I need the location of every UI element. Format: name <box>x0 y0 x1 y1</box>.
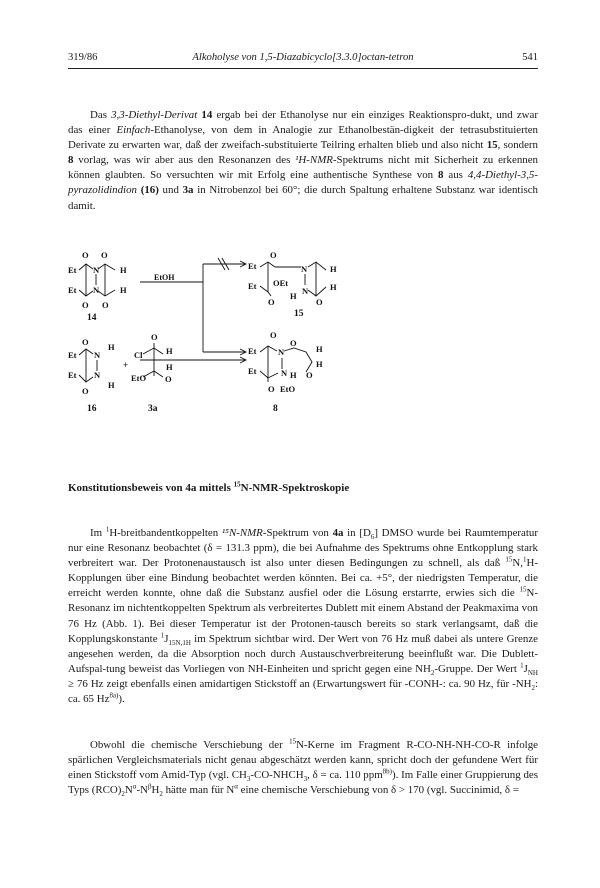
svg-text:O: O <box>82 252 89 260</box>
svg-text:O: O <box>82 300 89 310</box>
svg-text:N: N <box>93 285 100 295</box>
svg-text:O: O <box>290 338 297 348</box>
structure-8 <box>248 330 323 414</box>
svg-text:O: O <box>82 337 89 347</box>
svg-text:H: H <box>290 370 297 380</box>
svg-text:OEt: OEt <box>273 278 289 288</box>
svg-text:14: 14 <box>87 313 97 323</box>
svg-text:H: H <box>120 285 127 295</box>
svg-text:H: H <box>108 342 115 352</box>
section-heading: Konstitutionsbeweis von 4a mittels $^{15}$N-NMR-Spektroskopie <box>68 480 350 494</box>
svg-text:Et: Et <box>248 346 257 356</box>
svg-text:15: 15 <box>294 309 304 319</box>
svg-text:Cl: Cl <box>134 350 143 360</box>
svg-text:H: H <box>316 359 323 369</box>
reaction-scheme <box>68 252 368 420</box>
svg-text:EtO: EtO <box>280 384 296 394</box>
svg-text:Et: Et <box>248 366 257 376</box>
structure-16 <box>68 337 115 414</box>
paragraph-ethanolysis: Das 3,3-Diethyl-Derivat 14 ergab bei der Ethanolyse nur ein einziges Reaktionspro-dukt, und zwar das einer Einfach-Ethanolyse, von dem in Analogie zur Ethanolbestän-digkeit der tetrasubstituierten Derivate zu erwarten war, daß der zweifach-substituierte Teilring erhalten blieb und also nicht 15, sondern 8 vorlag, was wir aber aus den Resonanzen des ¹H-NMR-Spektrums nicht mit Sicherheit zu erkennen können glaubten. So versuchten wir mit Erfolg eine authentische Synthese von 8 aus 4,4-Diethyl-3,5-pyrazolidindion (16) und 3a in Nitrobenzol bei 60°; die durch Spaltung erhaltene Substanz war identisch damit. <box>68 109 538 212</box>
header-title: Alkoholyse von 1,5-Diazabicyclo[3.3.0]octan-tetron <box>192 52 414 63</box>
svg-text:Et: Et <box>68 285 77 295</box>
svg-text:O: O <box>316 297 323 307</box>
svg-text:H: H <box>166 362 173 372</box>
svg-text:O: O <box>270 330 277 340</box>
svg-text:H: H <box>316 344 323 354</box>
reagent-etoh: EtOH <box>154 273 175 282</box>
svg-text:N: N <box>281 368 288 378</box>
structure-15 <box>248 252 337 319</box>
svg-text:H: H <box>330 282 337 292</box>
svg-text:H: H <box>290 291 297 301</box>
svg-text:N: N <box>302 286 309 296</box>
svg-text:O: O <box>101 252 108 260</box>
svg-text:N: N <box>301 264 308 274</box>
page-number: 541 <box>522 52 538 63</box>
svg-text:H: H <box>108 380 115 390</box>
svg-text:EtO: EtO <box>131 373 147 383</box>
plus-sign: + <box>123 360 129 370</box>
structure-3a <box>131 332 173 414</box>
svg-text:O: O <box>165 374 172 384</box>
svg-text:Et: Et <box>248 281 257 291</box>
running-header <box>68 48 538 69</box>
svg-text:Et: Et <box>68 370 77 380</box>
svg-text:H: H <box>166 346 173 356</box>
svg-text:H: H <box>330 264 337 274</box>
svg-text:O: O <box>268 384 275 394</box>
svg-text:8: 8 <box>273 404 278 414</box>
svg-text:O: O <box>82 386 89 396</box>
svg-text:Et: Et <box>68 350 77 360</box>
svg-text:N: N <box>94 370 101 380</box>
paragraph-15n-nmr: Im $^1$H-breitbandentkoppelten ¹⁵N-NMR-Spektrum von 4a in $[D_6]$ DMSO wurde bei Raumtemperatur nur eine Resonanz beobachtet (δ = 131.3 ppm), die bei Aufnahme des Spektrums ohne Entkopplung stark verbreitert war. Der Protonenaustausch ist also unter diesen Bedingungen zu schnell, als daß $^{15}$N,$^1$H-Kopplungen über eine Bindung beobachtet werden könnten. Bei ca. +5°, der niedrigsten Temperatur, die erreicht werden konnte, ohne daß die Substanz ausfiel oder die Lösung erstarrte, erwies sich die $^{15}$N-Resonanz im nichtentkoppelten Spektrum als verbreitertes Dublett mit einem Abstand der Peakmaxima von 76 Hz (Abb. 1). Bei dieser Temperatur ist der Protonen-tausch bereits so stark verlangsamt, daß die Kopplungskonstante $^1J_{15N,1H}$ im Spektrum sichtbar wird. Der Wert von 76 Hz muß dabei als untere Grenze angesehen werden, da die Absorption noch durch Austauschverbreiterung beeinflußt war. Die Dublett-Aufspal-tung beweist das Vorliegen von NH-Einheiten und spricht gegen eine $NH_2$-Gruppe. Der Wert $^1J_{NH} \ge 76$ Hz zeigt ebenfalls einen amidartigen Stickstoff an (Erwartungswert für -CONH-: ca. 90 Hz, für $-NH_2$: ca. 65 $Hz^{8a)}$). <box>68 525 539 706</box>
svg-text:Et: Et <box>248 261 257 271</box>
svg-text:16: 16 <box>87 404 97 414</box>
svg-text:H: H <box>120 265 127 275</box>
svg-text:N: N <box>278 347 285 357</box>
header-journal-ref: 319/86 <box>68 52 98 63</box>
svg-text:O: O <box>151 332 158 342</box>
svg-text:N: N <box>93 265 100 275</box>
svg-text:Et: Et <box>68 265 77 275</box>
paragraph-chemical-shift: Obwohl die chemische Verschiebung der $^{15}$N-Kerne im Fragment R-CO-NH-NH-CO-R infolge spärlichen Vergleichsmaterials nicht genau abgeschätzt werden kann, spricht doch der gefundene Wert für einen Stickstoff vom Amid-Typ (vgl. $CH_3-CO-NHCH_3$, δ = ca. 110 ppm$^{8b)}$). Im Falle einer Gruppierung des Typs $(RCO)_2N^\alpha-N^\beta H_2$ hätte man für $N^\alpha$ eine chemische Verschiebung von δ > 170 (vgl. Succinimid, δ = <box>68 737 538 799</box>
svg-text:O: O <box>268 297 275 307</box>
structure-14 <box>68 252 127 323</box>
svg-text:O: O <box>102 300 109 310</box>
svg-text:O: O <box>270 252 277 260</box>
svg-text:N: N <box>94 350 101 360</box>
svg-text:3a: 3a <box>148 404 158 414</box>
svg-text:O: O <box>306 370 313 380</box>
